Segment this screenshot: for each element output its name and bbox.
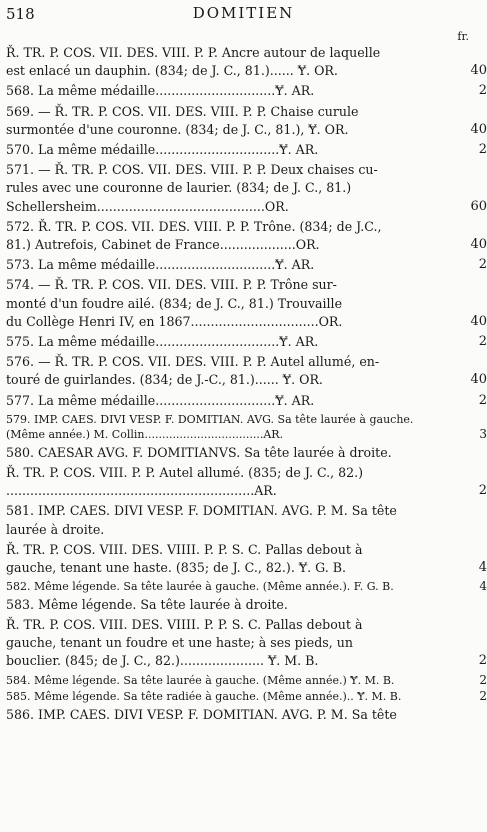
- catalogue-entry: [6, 82, 487, 100]
- entry-value: 40: [470, 237, 487, 253]
- entry-line: 574. — Ř. TR. P. COS. VII. DES. VIII. P. P. Trône sur-: [6, 277, 337, 293]
- entry-line: du Collège Henri IV, en 1867................................OR.: [6, 313, 343, 329]
- entry-line: laurée à droite.: [6, 521, 105, 537]
- entry-line: ..............................................................AR.: [6, 483, 277, 499]
- catalogue-entry: [6, 276, 487, 331]
- entry-value: 2: [478, 334, 487, 350]
- entry-line: 575. La même médaille...............................Ɏ. AR.: [6, 334, 319, 350]
- entry-line: 569. — Ř. TR. P. COS. VII. DES. VIII. P. P. Chaise curule: [6, 103, 359, 119]
- entry-line: 584. Même légende. Sa tête laurée à gauche. (Même année.) Ɏ. M. B.: [6, 673, 395, 687]
- entry-value: 40: [470, 121, 487, 137]
- entry-value: 40: [470, 313, 487, 329]
- entry-value: 2: [478, 483, 487, 499]
- entry-value: 2: [478, 83, 487, 99]
- catalogue-entry: [6, 672, 487, 689]
- entry-line: Ř. TR. P. COS. VIII. DES. VIIII. P. P. S. C. Pallas debout à: [6, 541, 363, 557]
- entry-line: touré de guirlandes. (834; de J.-C., 81.)...... Ɏ. OR.: [6, 372, 323, 388]
- entry-value: 40: [470, 372, 487, 388]
- catalogue-entry: [6, 353, 487, 389]
- catalogue-entry: [6, 103, 487, 139]
- entry-line: Ř. TR. P. COS. VIII. DES. VIIII. P. P. S. C. Pallas debout à: [6, 616, 363, 632]
- entry-line: 568. La même médaille..............................Ɏ. AR.: [6, 83, 315, 99]
- entry-line: 81.) Autrefois, Cabinet de France...................OR.: [6, 237, 320, 253]
- entry-value: 3: [479, 427, 487, 442]
- entry-line: 572. Ř. TR. P. COS. VII. DES. VIII. P. P. Trône. (834; de J.C.,: [6, 218, 382, 234]
- entry-line: gauche, tenant un foudre et une haste; à ses pieds, un: [6, 635, 353, 651]
- catalogue-entry: [6, 44, 487, 80]
- catalogue-entry: [6, 596, 461, 614]
- entry-line: 570. La même médaille...............................Ɏ. AR.: [6, 142, 319, 158]
- catalogue-entry: [6, 141, 487, 159]
- entry-line: 577. La même médaille..............................Ɏ. AR.: [6, 392, 315, 408]
- catalogue-entry: [6, 579, 487, 595]
- entry-line: 582. Même légende. Sa tête laurée à gauche. (Même année.). F. G. B.: [6, 580, 394, 594]
- entry-value: 4: [479, 579, 487, 594]
- entry-line: surmontée d'une couronne. (834; de J. C., 81.), Ɏ. OR.: [6, 121, 349, 137]
- entry-line: Ř. TR. P. COS. VIII. P. P. Autel allumé. (835; de J. C., 82.): [6, 465, 364, 481]
- catalogue-entry: [6, 256, 487, 274]
- catalogue-entry: [6, 218, 487, 254]
- entry-value: 4: [478, 560, 487, 576]
- page-number: 518: [6, 5, 35, 23]
- catalogue-entries: [6, 44, 487, 726]
- entry-line: (Même année.) M. Collin..................................AR.: [6, 428, 284, 442]
- catalogue-entry: [6, 464, 487, 500]
- entry-value: 2: [479, 672, 487, 687]
- entry-line: 581. IMP. CAES. DIVI VESP. F. DOMITIAN. AVG. P. M. Sa tête: [6, 503, 397, 519]
- entry-value: 40: [470, 63, 487, 79]
- entry-line: Ř. TR. P. COS. VII. DES. VIII. P. P. Ancre autour de laquelle: [6, 45, 381, 60]
- entry-value: 2: [478, 257, 487, 273]
- catalogue-entry: [6, 161, 487, 216]
- page-header: [0, 4, 487, 26]
- entry-value: 2: [479, 689, 487, 704]
- catalogue-entry: [6, 502, 461, 538]
- entry-line: rules avec une couronne de laurier. (834; de J. C., 81.): [6, 180, 352, 196]
- value-column-unit: fr.: [457, 30, 469, 43]
- catalogue-entry: [6, 444, 461, 462]
- entry-line: 571. — Ř. TR. P. COS. VII. DES. VIII. P. P. Deux chaises cu-: [6, 162, 378, 178]
- catalogue-entry: [6, 333, 487, 351]
- entry-value: 60: [470, 198, 487, 214]
- running-title: DOMITIEN: [192, 4, 295, 22]
- entry-line: 580. CAESAR AVG. F. DOMITIANVS. Sa tête laurée à droite.: [6, 444, 392, 460]
- entry-line: est enlacé un dauphin. (834; de J. C., 81.)...... Ɏ. OR.: [6, 63, 338, 79]
- entry-value: 2: [478, 653, 487, 669]
- entry-line: 585. Même légende. Sa tête radiée à gauche. (Même année.).. Ɏ. M. B.: [6, 690, 402, 704]
- entry-line: 583. Même légende. Sa tête laurée à droite.: [6, 596, 288, 612]
- catalogue-entry: [6, 541, 487, 577]
- entry-line: 586. IMP. CAES. DIVI VESP. F. DOMITIAN. AVG. P. M. Sa tête: [6, 706, 397, 722]
- catalogue-entry: [6, 689, 487, 705]
- entry-line: 579. IMP. CAES. DIVI VESP. F. DOMITIAN. AVG. Sa tête laurée à gauche.: [6, 412, 414, 426]
- entry-value: 2: [478, 142, 487, 158]
- catalogue-entry: [6, 392, 487, 410]
- catalogue-entry: [6, 412, 487, 443]
- entry-line: 573. La même médaille..............................Ɏ. AR.: [6, 257, 315, 273]
- entry-line: monté d'un foudre ailé. (834; de J. C., 81.) Trouvaille: [6, 295, 343, 311]
- entry-line: Schellersheim..........................................OR.: [6, 198, 289, 214]
- entry-line: bouclier. (845; de J. C., 82.)..................... Ɏ. M. B.: [6, 653, 319, 669]
- entry-line: gauche, tenant une haste. (835; de J. C., 82.). Ɏ. G. B.: [6, 560, 347, 576]
- entry-line: 576. — Ř. TR. P. COS. VII. DES. VIII. P. P. Autel allumé, en-: [6, 354, 380, 370]
- catalogue-entry: [6, 616, 487, 671]
- entry-value: 2: [478, 392, 487, 408]
- catalogue-entry: [6, 706, 461, 724]
